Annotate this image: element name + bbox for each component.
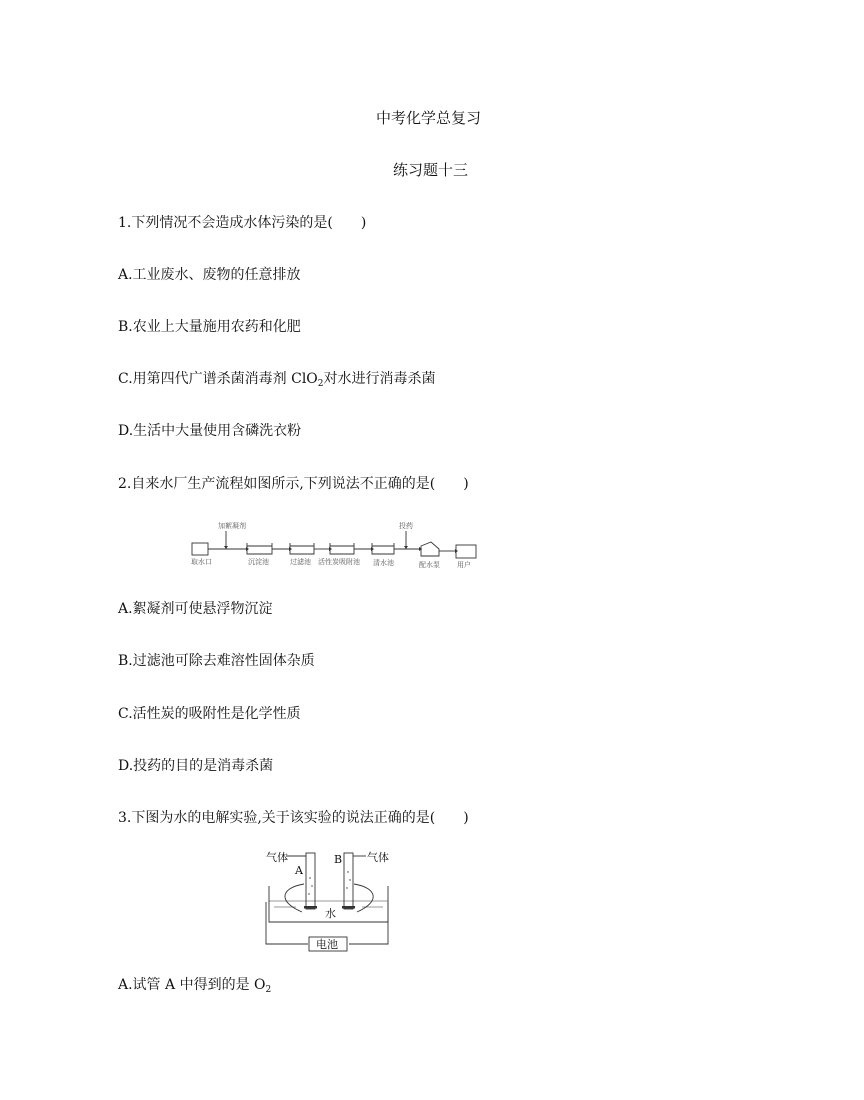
clear-water-label: 清水池 (373, 559, 394, 567)
question-3-option-a (118, 976, 271, 999)
gas-right-label: 气体 (367, 851, 389, 864)
question-2-option-c: C.活性炭的吸附性是化学性质 (118, 706, 301, 722)
filter-label: 过滤池 (290, 558, 311, 566)
carbon-tank (330, 543, 354, 554)
question-2-option-b: B.过滤池可除去难溶性固体杂质 (118, 653, 315, 669)
intake-box (192, 543, 208, 555)
gas-left-label: 气体 (266, 851, 288, 864)
water-treatment-flow-diagram (188, 516, 484, 572)
subscript: 2 (265, 985, 272, 995)
electrolysis-diagram (262, 844, 394, 954)
option-c-text-end: 对水进行消毒杀菌 (323, 371, 436, 387)
tube-b-label: B (334, 853, 343, 866)
question-2-option-d: D.投药的目的是消毒杀菌 (118, 758, 274, 774)
user-box (456, 545, 476, 558)
wire-left (266, 902, 308, 944)
question-2-stem: 2.自来水厂生产流程如图所示,下列说法不正确的是( ) (118, 476, 469, 492)
user-label: 用户 (457, 561, 471, 569)
question-1-stem: 1.下列情况不会造成水体污染的是( ) (118, 215, 367, 231)
test-tube-b (344, 853, 353, 909)
subscript: 2 (317, 379, 324, 389)
electrode-a (304, 906, 317, 909)
option-a-text: A.试管 A 中得到的是 O (118, 977, 266, 993)
sedimentation-tank (247, 543, 272, 554)
flocculant-label: 加絮凝剂 (218, 522, 246, 530)
clear-water-tank (372, 543, 394, 554)
pump-shape (421, 542, 439, 556)
water-label: 水 (325, 907, 336, 920)
tube-a-label: A (295, 864, 303, 877)
pump-label: 配水泵 (419, 561, 440, 569)
question-1-option-d: D.生活中大量使用含磷洗衣粉 (118, 423, 302, 439)
question-1-option-a: A.工业废水、废物的任意排放 (118, 267, 301, 283)
test-tube-a (306, 853, 315, 909)
intake-label: 取水口 (191, 558, 212, 566)
question-2-option-a: A.絮凝剂可使悬浮物沉淀 (118, 601, 273, 617)
sedimentation-label: 沉淀池 (248, 558, 269, 566)
electrode-b (342, 906, 355, 909)
document-subtitle: 练习题十三 (393, 161, 469, 179)
dosing-label: 投药 (399, 522, 413, 530)
option-c-text: C.用第四代广谱杀菌消毒剂 ClO (118, 371, 318, 387)
filter-tank (290, 543, 314, 554)
question-3-stem: 3.下图为水的电解实验,关于该实验的说法正确的是( ) (118, 810, 469, 826)
question-1-option-b: B.农业上大量施用农药和化肥 (118, 319, 301, 335)
battery-label: 电池 (316, 938, 338, 951)
document-title: 中考化学总复习 (376, 109, 482, 127)
carbon-label: 活性炭吸附池 (318, 558, 360, 566)
question-1-option-c (118, 370, 436, 393)
